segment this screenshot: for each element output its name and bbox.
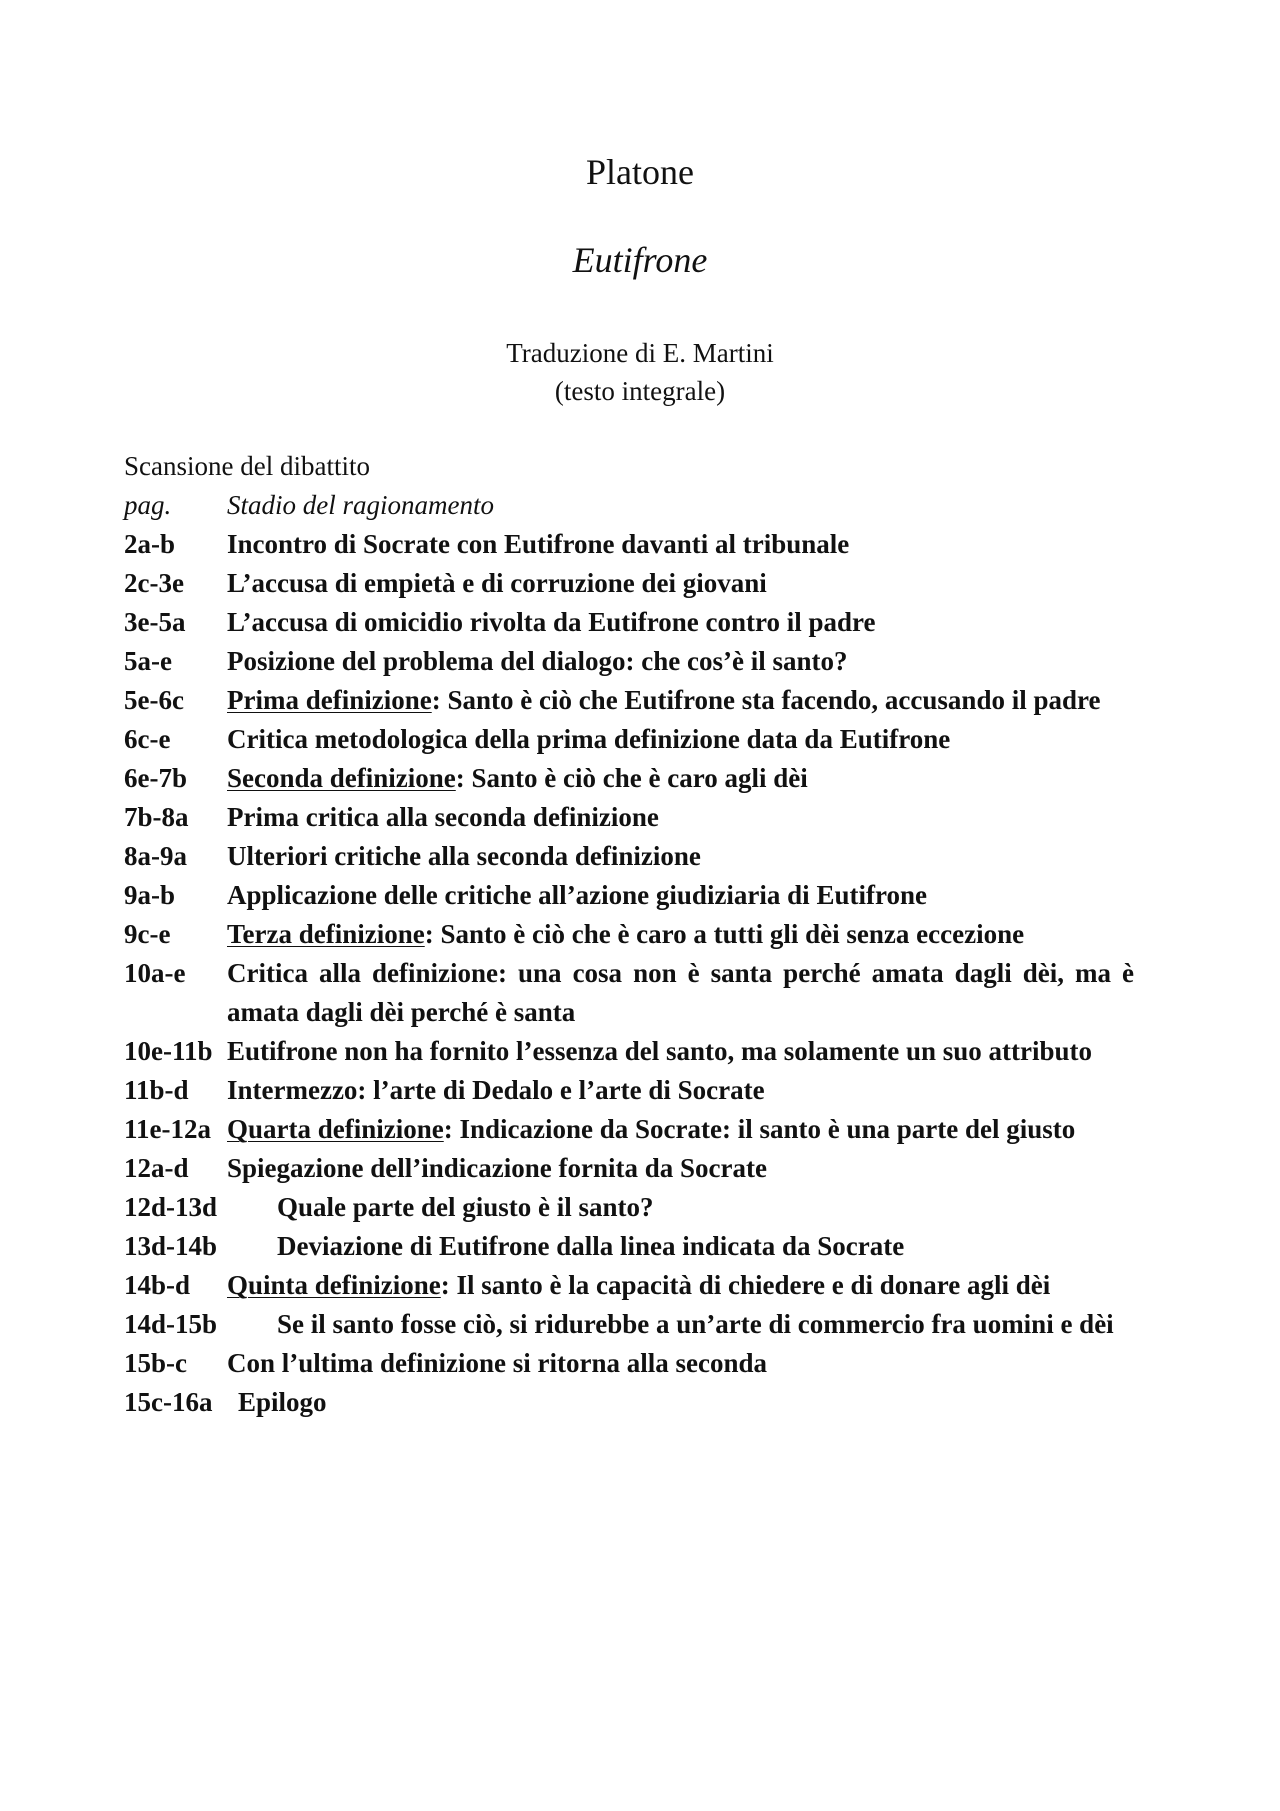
outline-entry bbox=[124, 798, 1134, 837]
entry-text: Ulteriori critiche alla seconda definizione bbox=[227, 841, 701, 871]
entry-text: Deviazione di Eutifrone dalla linea indicata da Socrate bbox=[277, 1231, 905, 1261]
outline-entry bbox=[124, 837, 1134, 876]
outline-entry bbox=[124, 525, 1134, 564]
entry-text: : Santo è ciò che è caro a tutti gli dèi senza eccezione bbox=[424, 919, 1025, 949]
entry-text: Prima critica alla seconda definizione bbox=[227, 802, 659, 832]
entry-text: : Santo è ciò che Eutifrone sta facendo, accusando il padre bbox=[431, 685, 1101, 715]
outline-entry bbox=[124, 954, 1134, 1032]
entry-text: L’accusa di empietà e di corruzione dei giovani bbox=[227, 568, 767, 598]
entry-description bbox=[227, 915, 1134, 954]
outline-column-headers bbox=[124, 486, 1134, 525]
entry-page-ref: 9c-e bbox=[124, 919, 171, 949]
entry-description bbox=[227, 798, 1134, 837]
outline-entry bbox=[124, 603, 1134, 642]
entry-description bbox=[227, 759, 1134, 798]
outline-entry bbox=[124, 1305, 1134, 1344]
entry-description bbox=[227, 1383, 1134, 1422]
entry-text: : Il santo è la capacità di chiedere e di donare agli dèi bbox=[440, 1270, 1051, 1300]
entry-description bbox=[227, 681, 1134, 720]
entry-text: Incontro di Socrate con Eutifrone davanti al tribunale bbox=[227, 529, 850, 559]
entry-text: Quale parte del giusto è il santo? bbox=[277, 1192, 654, 1222]
entry-page-ref: 11e-12a bbox=[124, 1114, 211, 1144]
entry-page-ref: 6c-e bbox=[124, 724, 171, 754]
entry-description bbox=[227, 1305, 1134, 1344]
entry-description bbox=[227, 1071, 1134, 1110]
entry-text: L’accusa di omicidio rivolta da Eutifrone contro il padre bbox=[227, 607, 876, 637]
entry-description bbox=[227, 1110, 1134, 1149]
translation-note: (testo integrale) bbox=[554, 376, 726, 406]
entry-page-ref: 7b-8a bbox=[124, 802, 189, 832]
outline-entry bbox=[124, 720, 1134, 759]
entry-page-ref: 12d-13d bbox=[124, 1192, 218, 1222]
outline-heading: Scansione del dibattito bbox=[124, 451, 370, 481]
outline-entry bbox=[124, 915, 1134, 954]
entry-text: Eutifrone non ha fornito l’essenza del santo, ma solamente un suo attributo bbox=[227, 1036, 1093, 1066]
outline-entry bbox=[124, 1071, 1134, 1110]
author-name: Platone bbox=[586, 152, 694, 192]
entry-text: Intermezzo: l’arte di Dedalo e l’arte di Socrate bbox=[227, 1075, 765, 1105]
entry-text: Critica metodologica della prima definizione data da Eutifrone bbox=[227, 724, 951, 754]
entry-text: : Santo è ciò che è caro agli dèi bbox=[455, 763, 808, 793]
entry-page-ref: 14b-d bbox=[124, 1270, 191, 1300]
outline-entry bbox=[124, 1266, 1134, 1305]
work-title: Eutifrone bbox=[572, 240, 708, 280]
definition-label: Quarta definizione bbox=[227, 1114, 444, 1144]
entry-page-ref: 8a-9a bbox=[124, 841, 187, 871]
entry-description bbox=[227, 1344, 1134, 1383]
entry-description bbox=[227, 1266, 1134, 1305]
entry-description bbox=[227, 720, 1134, 759]
entry-text: Critica alla definizione: una cosa non è santa perché amata dagli dèi, ma è amata dagli dèi perché è santa bbox=[227, 958, 1134, 1027]
entry-page-ref: 3e-5a bbox=[124, 607, 186, 637]
entry-text: Epilogo bbox=[238, 1387, 327, 1417]
entry-text: Posizione del problema del dialogo: che cos’è il santo? bbox=[227, 646, 848, 676]
definition-label: Quinta definizione bbox=[227, 1270, 441, 1300]
definition-label: Prima definizione bbox=[227, 685, 432, 715]
outline-entry bbox=[124, 642, 1134, 681]
entry-text: Con l’ultima definizione si ritorna alla seconda bbox=[227, 1348, 767, 1378]
outline-entry bbox=[124, 1032, 1134, 1071]
entry-description bbox=[227, 837, 1134, 876]
entry-description bbox=[227, 876, 1134, 915]
entry-description bbox=[227, 564, 1134, 603]
entry-page-ref: 13d-14b bbox=[124, 1231, 218, 1261]
outline-entry bbox=[124, 1344, 1134, 1383]
entry-page-ref: 9a-b bbox=[124, 880, 176, 910]
entry-description bbox=[227, 525, 1134, 564]
entry-page-ref: 10e-11b bbox=[124, 1036, 213, 1066]
column-header-page: pag. bbox=[124, 490, 172, 520]
entry-description bbox=[227, 1188, 1134, 1227]
column-header-stage: Stadio del ragionamento bbox=[227, 490, 494, 520]
entry-description bbox=[227, 1032, 1134, 1071]
entry-description bbox=[227, 1149, 1134, 1188]
definition-label: Terza definizione bbox=[227, 919, 425, 949]
outline-entry bbox=[124, 876, 1134, 915]
entry-page-ref: 14d-15b bbox=[124, 1309, 218, 1339]
outline-entry bbox=[124, 1188, 1134, 1227]
entry-page-ref: 5e-6c bbox=[124, 685, 184, 715]
translation-credit: Traduzione di E. Martini bbox=[506, 338, 774, 368]
entry-description bbox=[227, 642, 1134, 681]
outline-entry bbox=[124, 564, 1134, 603]
entry-page-ref: 2a-b bbox=[124, 529, 176, 559]
outline-entry bbox=[124, 1110, 1134, 1149]
entry-text: Se il santo fosse ciò, si ridurebbe a un’arte di commercio fra uomini e dèi bbox=[277, 1309, 1114, 1339]
outline-entry bbox=[124, 759, 1134, 798]
entry-text: : Indicazione da Socrate: il santo è una parte del giusto bbox=[443, 1114, 1076, 1144]
entry-page-ref: 15b-c bbox=[124, 1348, 187, 1378]
entry-page-ref: 15c-16a bbox=[124, 1387, 213, 1417]
entry-text: Spiegazione dell’indicazione fornita da Socrate bbox=[227, 1153, 767, 1183]
entry-text: Applicazione delle critiche all’azione giudiziaria di Eutifrone bbox=[227, 880, 927, 910]
outline-entry bbox=[124, 1227, 1134, 1266]
debate-outline bbox=[124, 447, 1134, 1422]
outline-entry bbox=[124, 1383, 1134, 1422]
entry-page-ref: 12a-d bbox=[124, 1153, 189, 1183]
definition-label: Seconda definizione bbox=[227, 763, 456, 793]
entry-page-ref: 11b-d bbox=[124, 1075, 189, 1105]
outline-entry bbox=[124, 1149, 1134, 1188]
entry-page-ref: 6e-7b bbox=[124, 763, 187, 793]
outline-entry bbox=[124, 681, 1134, 720]
entry-description bbox=[227, 954, 1134, 1032]
entry-page-ref: 5a-e bbox=[124, 646, 172, 676]
entry-page-ref: 2c-3e bbox=[124, 568, 184, 598]
entry-page-ref: 10a-e bbox=[124, 958, 186, 988]
entry-description bbox=[227, 603, 1134, 642]
entry-description bbox=[227, 1227, 1134, 1266]
